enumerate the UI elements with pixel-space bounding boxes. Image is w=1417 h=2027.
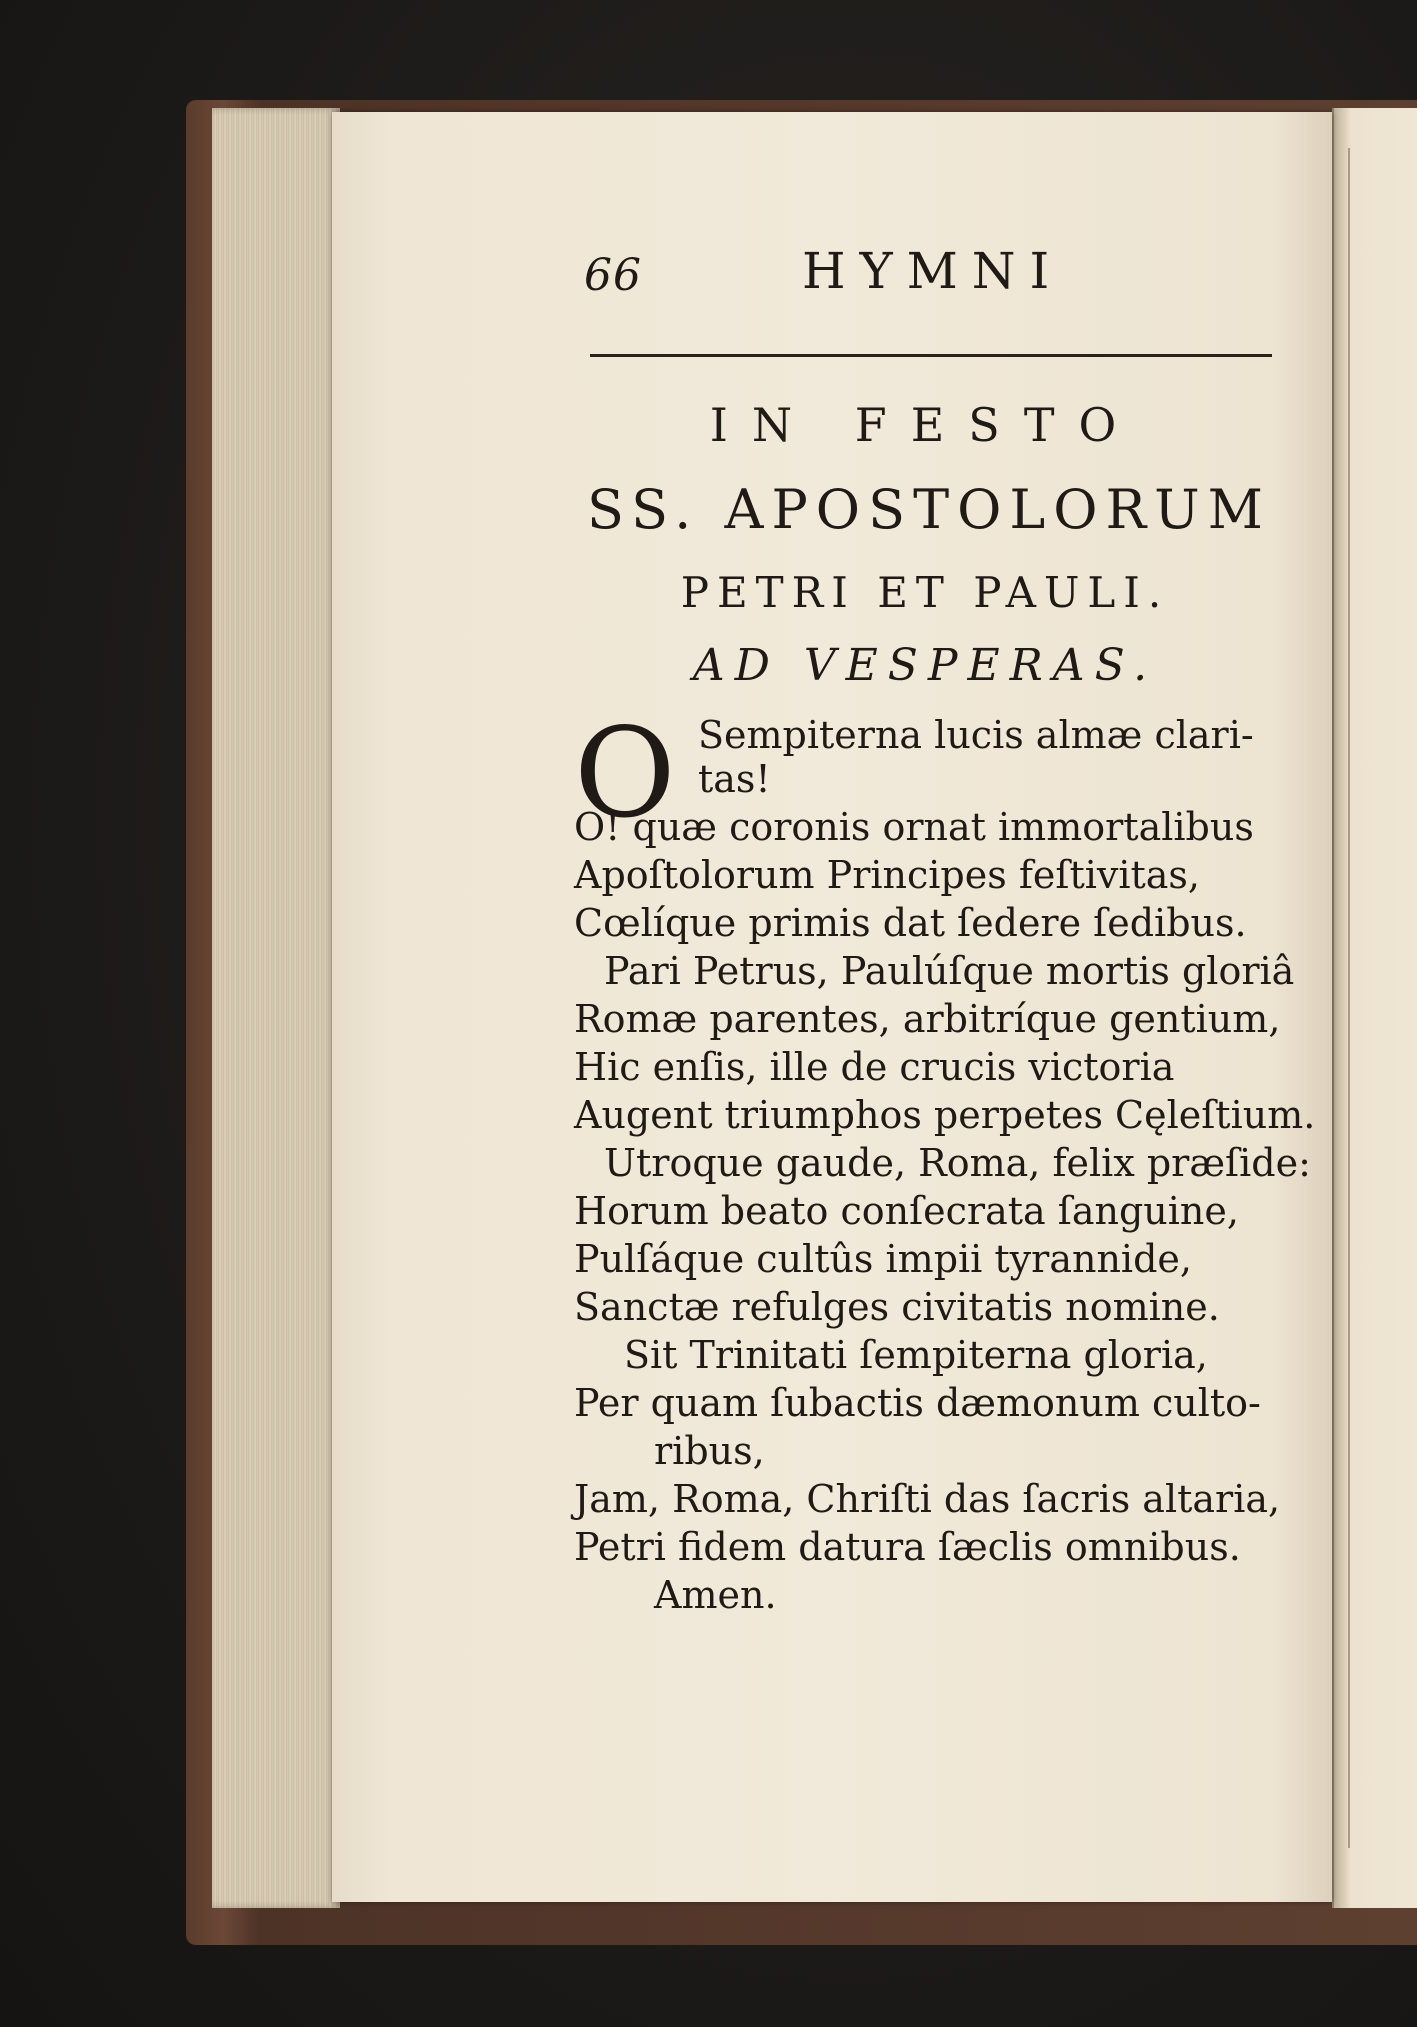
verse-line: tas! — [698, 757, 771, 801]
facing-page-gutter — [1348, 148, 1350, 1848]
page-stack-edge — [212, 108, 340, 1908]
verse-line: Sit Trinitati ſempiterna gloria, — [624, 1333, 1208, 1377]
running-head — [570, 242, 1280, 310]
verse-line: Sempiterna lucis almæ clari- — [698, 713, 1254, 757]
verse-line: Hic enſis, ille de crucis victoria — [574, 1045, 1175, 1089]
drop-cap: O — [574, 702, 676, 846]
verse-line: Cœlíque primis dat ſedere ſedibus. — [574, 901, 1247, 945]
verse-line: Sanctæ refulges civitatis nomine. — [574, 1285, 1220, 1329]
verse-line: ribus, — [654, 1429, 765, 1473]
verse-line: Augent triumphos perpetes Cęleſtium. — [574, 1093, 1316, 1137]
heading-line-4: AD VESPERAS. — [692, 640, 1158, 691]
verse-line: Pulſáque cultûs impii tyrannide, — [574, 1237, 1192, 1281]
verse-line: Utroque gaude, Roma, felix præſide: — [604, 1141, 1311, 1185]
verse-line: Romæ parentes, arbitríque gentium, — [574, 997, 1281, 1041]
running-title: HYMNI — [802, 242, 1064, 300]
verse-line: Apoſtolorum Principes feſtivitas, — [574, 853, 1200, 897]
verse-line: Petri fidem datura ſæclis omnibus. — [574, 1525, 1241, 1569]
verse-line: Jam, Roma, Chriſti das ſacris altaria, — [574, 1477, 1281, 1521]
heading-line-1: IN FESTO — [709, 398, 1141, 452]
verse-line: Amen. — [654, 1573, 777, 1617]
verse-line: Pari Petrus, Paulúſque mortis gloriâ — [604, 949, 1295, 993]
verse-line: O! quæ coronis ornat immortalibus — [574, 805, 1254, 849]
header-rule — [590, 354, 1272, 357]
page-number: 66 — [584, 250, 642, 301]
heading-line-3: PETRI ET PAULI. — [680, 568, 1170, 617]
verse-line: Horum beato conſecrata ſanguine, — [574, 1189, 1239, 1233]
verse-line: Per quam ſubactis dæmonum culto- — [574, 1381, 1261, 1425]
heading-line-2: SS. APOSTOLORUM — [587, 478, 1271, 541]
facing-page-edge — [1332, 108, 1417, 1908]
